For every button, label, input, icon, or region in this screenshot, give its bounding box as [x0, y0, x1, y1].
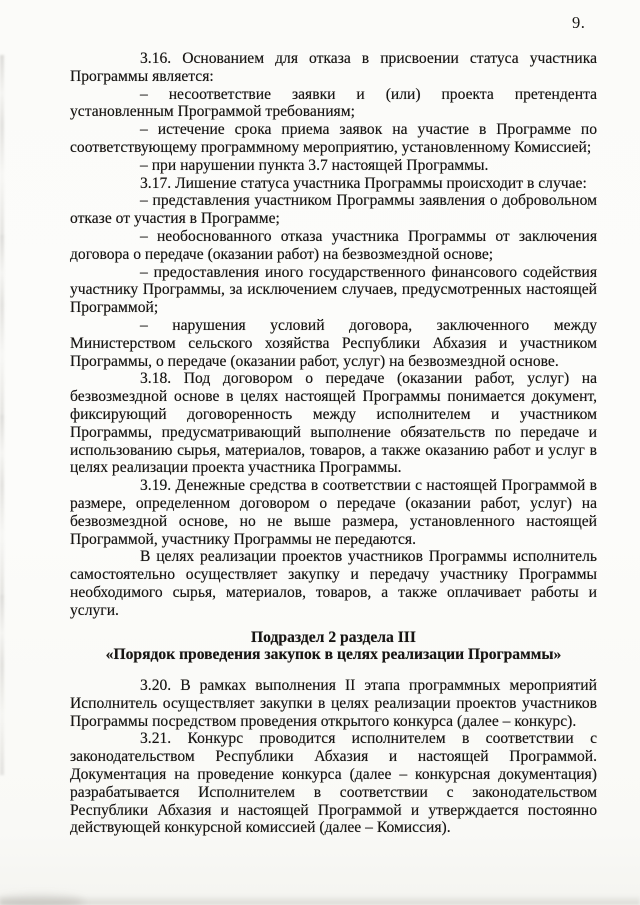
bullet-nonconformity: – несоответствие заявки и (или) проекта претендента установленным Программой требованиям;: [70, 85, 597, 121]
bullet-other-state-aid: – предоставления иного государственного финансового содействия участнику Программы, за исключением случаев, предусмотренных настоящей Программой;: [70, 263, 597, 317]
paragraph-3-21: 3.21. Конкурс проводится исполнителем в соответствии с законодательством Республики Абхазия и настоящей Программой. Документация на проведение конкурса (далее – конкурсная документация) разрабатывается Исполнителем в соответствии с законодательством Республики Абхазия и настоящей Программой и утверждается постоянно действующей конкурсной комиссией (далее – Комиссия).: [70, 730, 597, 837]
paragraph-3-18: 3.18. Под договором о передаче (оказании работ, услуг) на безвозмездной основе в целях настоящей Программы понимается документ, фиксирующий договоренность между исполнителем и участником Программы, предусматривающий выполнение обязательств по передаче и использованию сырья, материалов, товаров, а также оказанию работ и услуг в целях реализации проекта участника Программы.: [70, 370, 597, 477]
paragraph-3-20: 3.20. В рамках выполнения II этапа программных мероприятий Исполнитель осуществляет закупки в целях реализации проектов участников Программы посредством проведения открытого конкурса (далее – конкурс).: [70, 677, 597, 730]
bullet-clause-3-7: – при нарушении пункта 3.7 настоящей Программы.: [140, 156, 489, 174]
subsection-heading-line2: «Порядок проведения закупок в целях реализации Программы»: [105, 646, 562, 664]
scan-artifact-corner-smudge: [0, 895, 84, 905]
bullet-contract-violation: – нарушения условий договора, заключенного между Министерством сельского хозяйства Республики Абхазия и участником Программы, о передаче (оказании работ, услуг) на безвозмездной основе.: [70, 316, 597, 370]
paragraph-3-17: 3.17. Лишение статуса участника Программы происходит в случае:: [140, 174, 587, 192]
bullet-deadline-expiry: – истечение срока приема заявок на участие в Программе по соответствующему программному мероприятию, установленному Комиссией;: [70, 121, 597, 156]
bullet-voluntary-refusal: – представления участником Программы заявления о добровольном отказе от участия в Программе;: [70, 192, 597, 228]
paragraph-3-19: 3.19. Денежные средства в соответствии с настоящей Программой в размере, определенном договором о передаче (оказании работ, услуг) на безвозмездной основе, но не выше размера, установленного настоящей Программой, участнику Программы не передаются.: [70, 477, 597, 548]
scan-artifact-left-edge: [0, 55, 4, 775]
scan-artifact-bottom-edge: [0, 895, 640, 905]
paragraph-3-16: 3.16. Основанием для отказа в присвоении статуса участника Программы является:: [70, 50, 597, 85]
paragraph-purchase-transfer: В целях реализации проектов участников Программы исполнитель самостоятельно осуществляет закупку и передачу участнику Программы необходимого сырья, материалов, товаров, а также оплачивает работы и услуги.: [70, 548, 597, 619]
document-body: [70, 50, 597, 837]
bullet-unjustified-refusal: – необоснованного отказа участника Программы от заключения договора о передаче (оказании работ) на безвозмездной основе;: [70, 227, 597, 263]
subsection-heading-line1: Подраздел 2 раздела III: [251, 628, 416, 646]
page-number: 9.: [572, 13, 586, 32]
